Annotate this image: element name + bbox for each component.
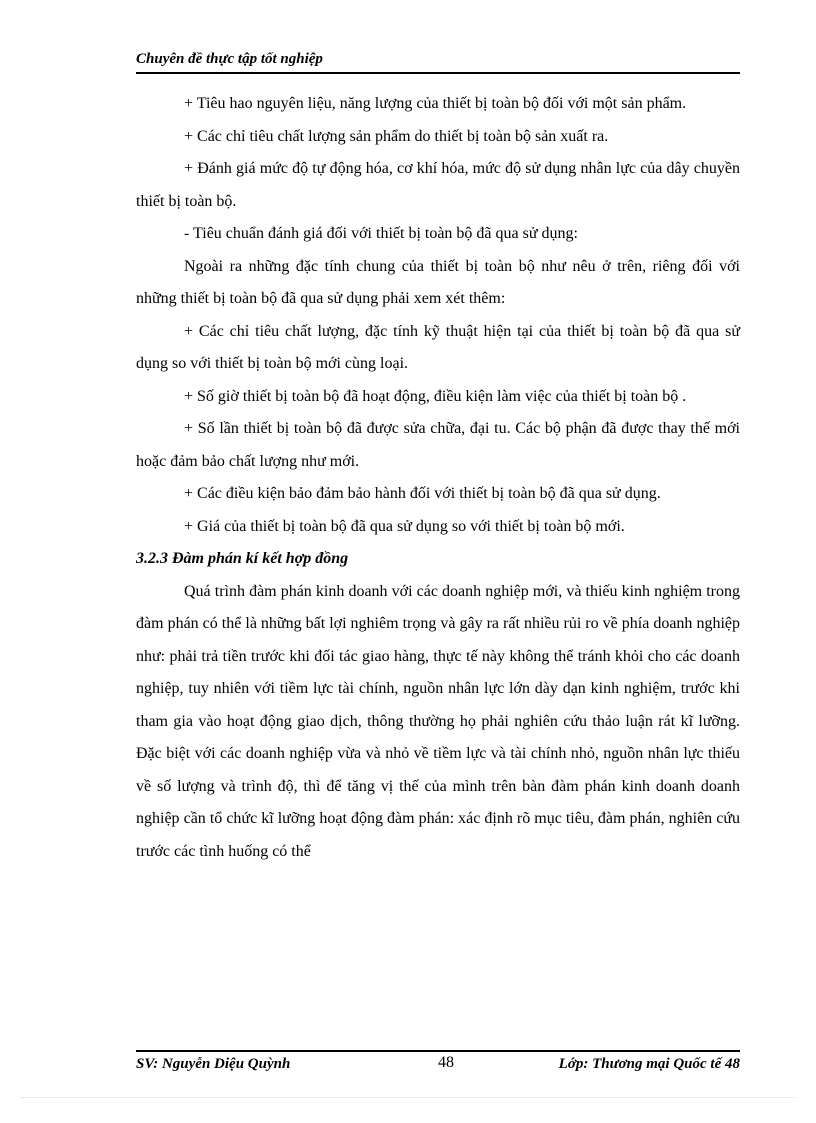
page-footer — [136, 1050, 740, 1082]
page-header — [136, 48, 740, 74]
footer-class: Lớp: Thương mại Quốc tế 48 — [558, 1056, 740, 1072]
header-title: Chuyên đề thực tập tốt nghiệp — [136, 51, 323, 67]
paragraph: - Tiêu chuẩn đánh giá đối với thiết bị toàn bộ đã qua sử dụng: — [184, 225, 578, 242]
paragraph: + Các chỉ tiêu chất lượng, đặc tính kỹ thuật hiện tại của thiết bị toàn bộ đã qua sử dụng so với thiết bị toàn bộ mới cùng loại. — [136, 322, 740, 372]
paragraph: + Giá của thiết bị toàn bộ đã qua sử dụng so với thiết bị toàn bộ mới. — [184, 517, 625, 535]
paragraph: Ngoài ra những đặc tính chung của thiết bị toàn bộ như nêu ở trên, riêng đối với những thiết bị toàn bộ đã qua sử dụng phải xem xét thêm: — [136, 257, 740, 307]
paragraph: + Số giờ thiết bị toàn bộ đã hoạt động, điều kiện làm việc của thiết bị toàn bộ . — [184, 387, 687, 405]
section-heading: 3.2.3 Đàm phán kí kết hợp đồng — [136, 550, 349, 567]
paragraph: + Số lần thiết bị toàn bộ đã được sửa chữa, đại tu. Các bộ phận đã được thay thế mới hoặc đảm bảo chất lượng như mới. — [136, 420, 740, 470]
paragraph: + Đánh giá mức độ tự động hóa, cơ khí hóa, mức độ sử dụng nhân lực của dây chuyền thiết bị toàn bộ. — [136, 160, 740, 210]
paragraph: + Các chỉ tiêu chất lượng sản phẩm do thiết bị toàn bộ sản xuất ra. — [184, 127, 609, 145]
footer-student: SV: Nguyễn Diệu Quỳnh — [136, 1056, 291, 1072]
page-edge-divider — [20, 1097, 796, 1098]
document-body — [136, 88, 740, 868]
paragraph: + Tiêu hao nguyên liệu, năng lượng của thiết bị toàn bộ đối với một sản phẩm. — [184, 95, 687, 112]
section-paragraph: Quá trình đàm phán kinh doanh với các doanh nghiệp mới, và thiếu kinh nghiệm trong đàm phán có thể là những bất lợi nghiêm trọng và gây ra rất nhiều rủi ro về phía doanh nghiệp như: phải trả tiền trước khi đối tác giao hàng, thực tế này không thể tránh khỏi cho các doanh nghiệp, tuy nhiên với tiềm lực tài chính, nguồn nhân lực lớn dày dạn kinh nghiệm, trước khi tham gia vào hoạt động giao dịch, thông thường họ phải nghiên cứu thảo luận rát kĩ lưỡng. Đặc biệt với các doanh nghiệp vừa và nhỏ về tiềm lực và tài chính nhỏ, nguồn nhân lực thiếu về số lượng và trình độ, thì để tăng vị thế của mình trên bàn đàm phán kinh doanh doanh nghiệp cần tổ chức kĩ lưỡng hoạt động đàm phán: xác định rõ mục tiêu, đàm phán, nghiên cứu trước các tình huống có thể — [136, 582, 740, 860]
footer-page-number: 48 — [438, 1054, 454, 1071]
paragraph: + Các điều kiện bảo đảm bảo hành đối với thiết bị toàn bộ đã qua sử dụng. — [184, 485, 661, 502]
